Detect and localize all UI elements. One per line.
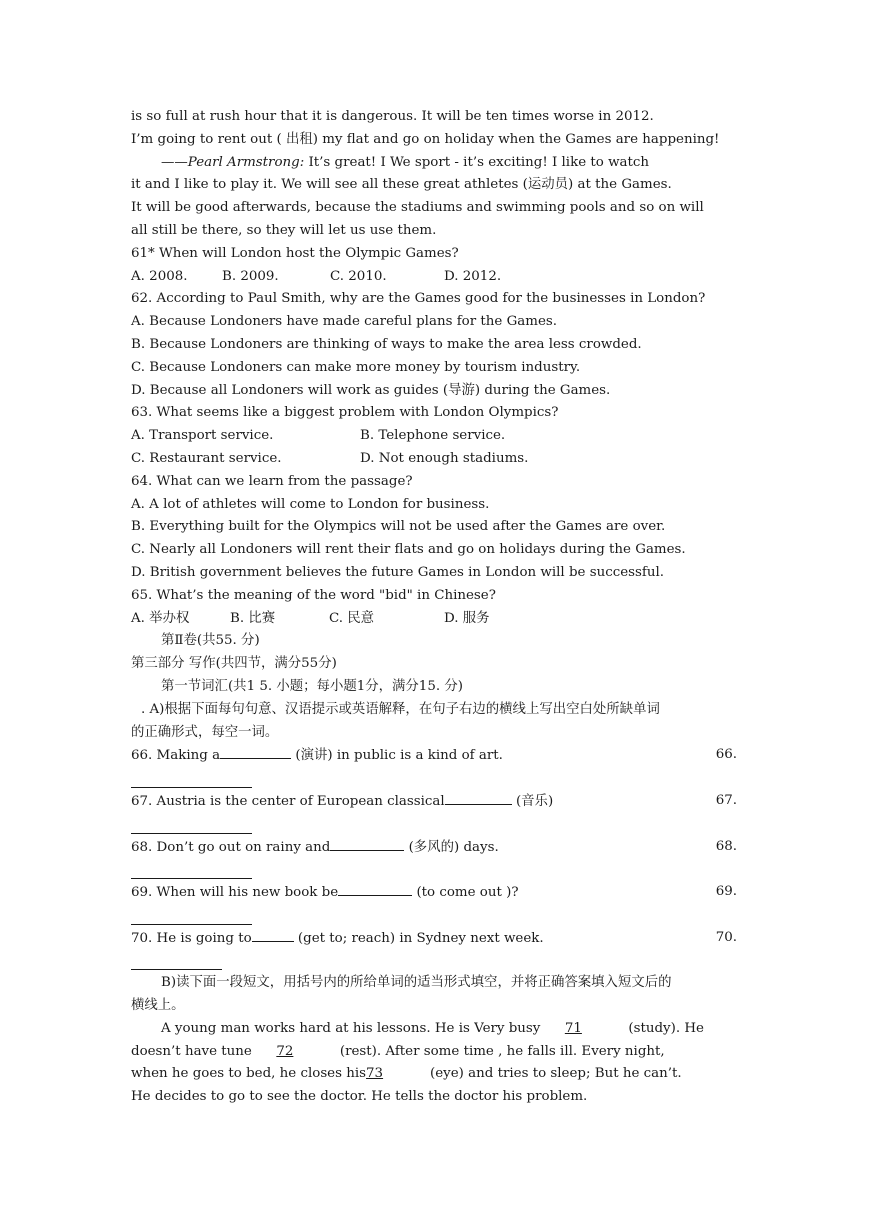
option: B. Everything built for the Olympics will not be used after the Games are over. [131,519,666,535]
option: A. 举办权 [131,610,190,626]
passage-line: I’m going to rent out ( 出租) my flat and go on holiday when the Games are happening! [131,131,720,147]
speaker-name: Pearl Armstrong: [187,154,305,170]
option: D. Not enough stadiums. [360,450,529,466]
fill-item-number: 69. [715,884,737,900]
fill-item [131,881,737,904]
fill-item-text: 68. Don’t go out on rainy and (多风的) days. [131,836,499,859]
fill-item-text: 67. Austria is the center of European classical (音乐) [131,790,553,813]
question-stem: 65. What’s the meaning of the word "bid" in Chinese? [131,587,496,603]
passage-line: is so full at rush hour that it is dangerous. It will be ten times worse in 2012. [131,109,654,124]
instruction: . A)根据下面每句句意、汉语提示或英语解释，在句子右边的横线上写出空白处所缺单词 [141,701,660,717]
part-heading: 第三部分 写作(共四节，满分55分) [131,656,337,672]
option: C. 2010. [330,268,387,284]
inline-blank[interactable] [252,927,294,942]
option: A. A lot of athletes will come to London for business. [131,496,490,512]
inline-blank[interactable] [445,790,512,805]
options-row [131,448,737,471]
option: D. Because all Londoners will work as guides (导游) during the Games. [131,382,611,398]
instruction: 横线上。 [131,998,185,1014]
exam-page [131,106,737,1109]
fill-item-number: 70. [715,929,737,945]
option: B. 2009. [222,268,279,284]
volume-heading: 第Ⅱ卷(共55. 分) [161,633,260,649]
passage-line: It will be good afterwards, because the stadiums and swimming pools and so on will [131,200,704,216]
option: C. Because Londoners can make more money by tourism industry. [131,359,581,375]
cloze-line: when he goes to bed, he closes his73 (eye) and tries to sleep; But he can’t. [131,1063,737,1086]
passage-text: It’s great! I We sport - it’s exciting! I like to watch [304,154,650,170]
instruction: 的正确形式，每空一词。 [131,724,279,740]
inline-blank[interactable] [338,881,412,896]
options-row [131,425,737,448]
question-stem: 64. What can we learn from the passage? [131,473,413,489]
answer-line-row [131,949,737,972]
fill-item-text: 70. He is going to (get to; reach) in Sydney next week. [131,927,544,950]
answer-line-row [131,858,737,881]
cloze-line: He decides to go to see the doctor. He tells the doctor his problem. [131,1089,588,1105]
fill-item-number: 68. [715,838,737,854]
option: B. Because Londoners are thinking of ways to make the area less crowded. [131,336,642,352]
answer-blank[interactable] [131,864,252,879]
answer-line-row [131,767,737,790]
answer-line-row [131,904,737,927]
options-row [131,266,737,289]
option: D. 2012. [444,268,502,284]
blank-number: 72 [276,1043,294,1059]
option: D. 服务 [444,610,490,626]
fill-item-number: 67. [715,792,737,808]
option: B. Telephone service. [360,428,506,444]
blank-number: 71 [564,1020,582,1036]
fill-item [131,927,737,950]
option: D. British government believes the future Games in London will be successful. [131,564,664,580]
dash: —— [161,154,188,170]
option: C. Restaurant service. [131,450,282,466]
option: C. 民意 [329,610,375,626]
option: A. Because Londoners have made careful plans for the Games. [131,314,557,330]
options-row [131,608,737,631]
option: C. Nearly all Londoners will rent their flats and go on holidays during the Games. [131,542,686,558]
passage-line [131,152,737,175]
cloze-line: doesn’t have tune 72 (rest). After some time , he falls ill. Every night, [131,1041,737,1064]
fill-item-text: 66. Making a (演讲) in public is a kind of art. [131,744,503,767]
answer-blank[interactable] [131,910,252,925]
option: A. Transport service. [131,428,274,444]
option: B. 比赛 [230,610,276,626]
answer-line-row [131,813,737,836]
question-stem: 61* When will London host the Olympic Games? [131,245,459,261]
passage-line: it and I like to play it. We will see all these great athletes (运动员) at the Games. [131,177,672,193]
fill-item [131,790,737,813]
inline-blank[interactable] [330,836,404,851]
answer-blank[interactable] [131,773,252,788]
question-stem: 62. According to Paul Smith, why are the Games good for the businesses in London? [131,291,706,307]
fill-item [131,744,737,767]
answer-blank[interactable] [131,955,222,970]
fill-item-text: 69. When will his new book be (to come out )? [131,881,519,904]
subsection-heading: 第一节词汇(共1 5. 小题；每小题1分，满分15. 分) [161,678,463,694]
cloze-line: A young man works hard at his lessons. He is Very busy 71 (study). He [131,1018,737,1041]
option: A. 2008. [131,268,188,284]
question-stem: 63. What seems like a biggest problem with London Olympics? [131,405,559,421]
passage-line: all still be there, so they will let us use them. [131,222,437,238]
fill-item [131,836,737,859]
instruction: B)读下面一段短文，用括号内的所给单词的适当形式填空，并将正确答案填入短文后的 [161,975,672,991]
blank-number: 73 [366,1066,384,1082]
inline-blank[interactable] [220,744,291,759]
answer-blank[interactable] [131,819,252,834]
fill-item-number: 66. [715,747,737,763]
